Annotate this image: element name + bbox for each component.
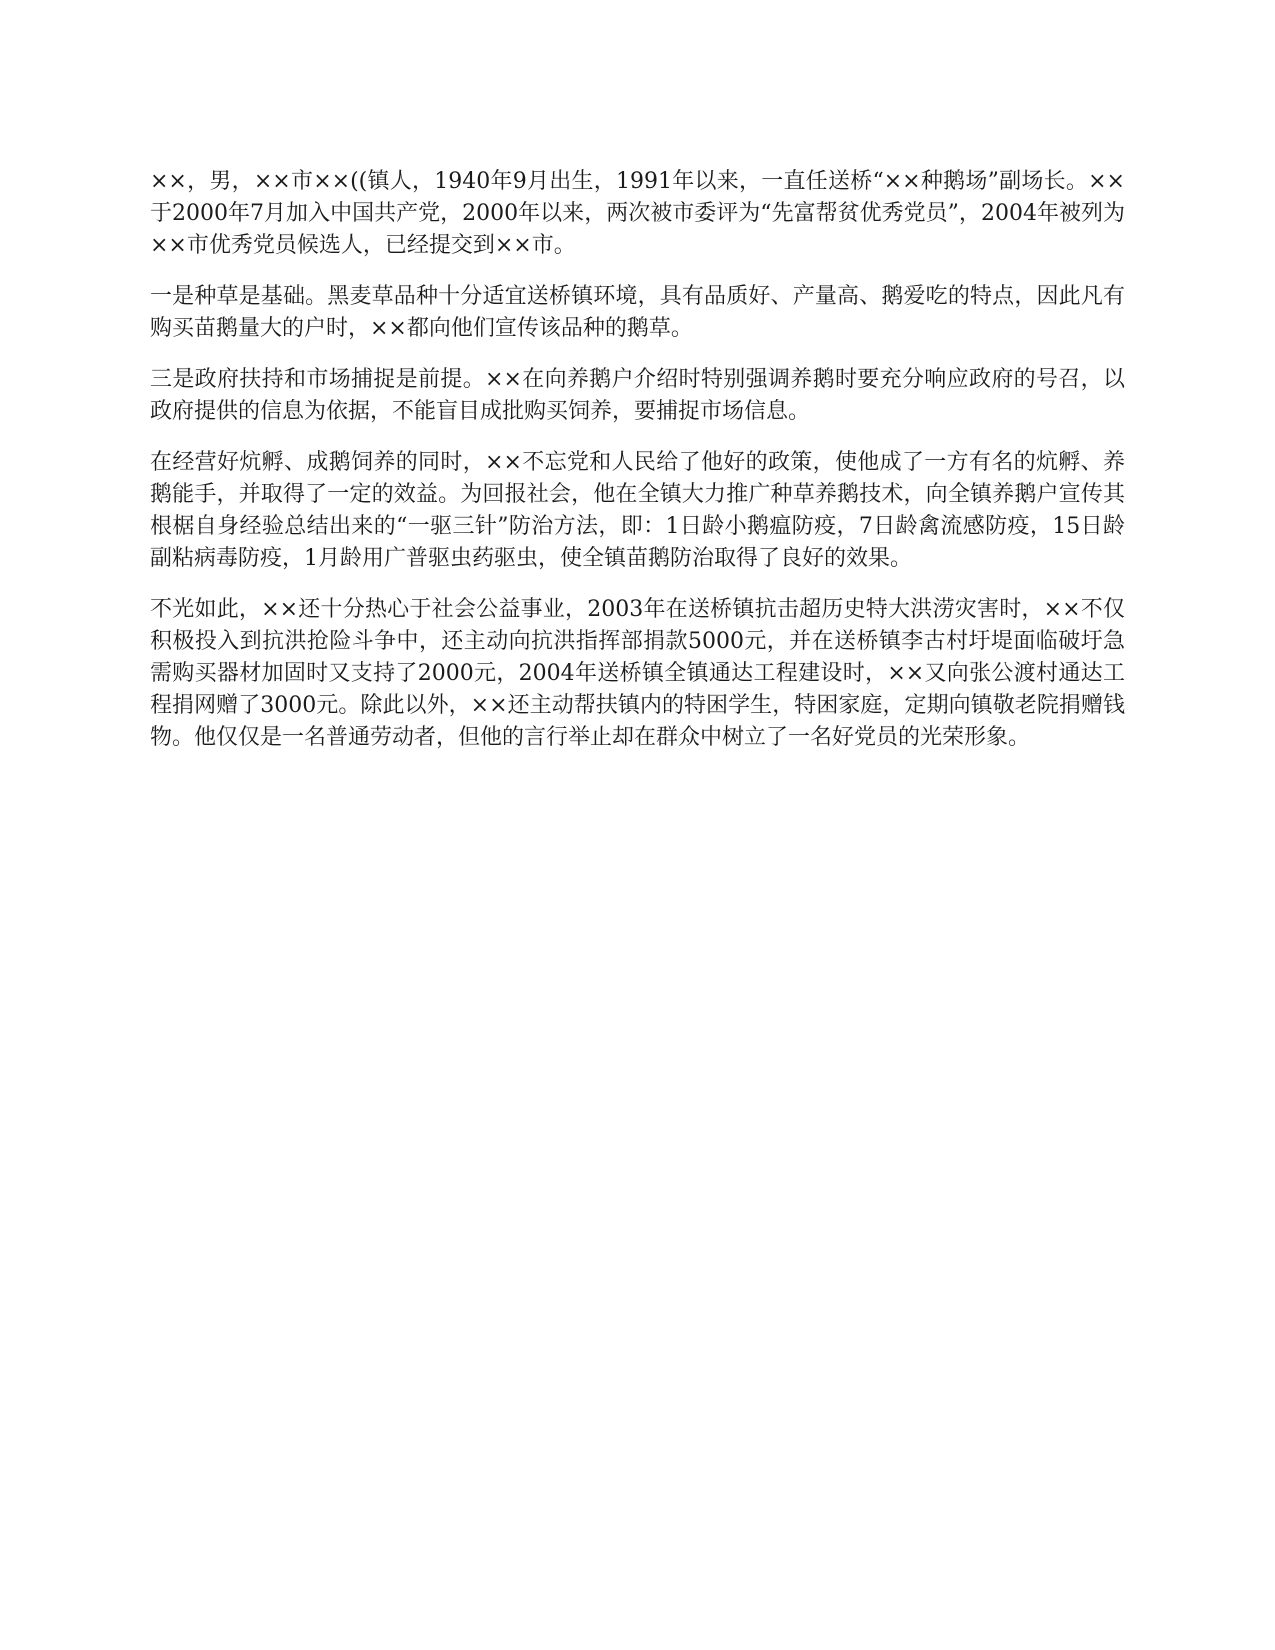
paragraph-grass-planting: 一是种草是基础。黑麦草品种十分适宜送桥镇环境，具有品质好、产量高、鹅爱吃的特点，因此凡有购买苗鹅量大的户时，××都向他们宣传该品种的鹅草。: [150, 284, 1125, 341]
paragraph-profile: ××，男，××市××((镇人，1940年9月出生，1991年以来，一直任送桥“××种鹅场”副场长。××于2000年7月加入中国共产党，2000年以来，两次被市委评为“先富帮贫优秀党员”，2004年被列为××市优秀党员候选人，已经提交到××市。: [150, 169, 1125, 258]
paragraph-public-welfare: 不光如此，××还十分热心于社会公益事业，2003年在送桥镇抗击超历史特大洪涝灾害时，××不仅积极投入到抗洪抢险斗争中，还主动向抗洪指挥部捐款5000元，并在送桥镇李古村圩堤面临破圩急需购买器材加固时又支持了2000元，2004年送桥镇全镇通达工程建设时，××又向张公渡村通达工程捐网赠了3000元。除此以外，××还主动帮扶镇内的特困学生，特困家庭，定期向镇敬老院捐赠钱物。他仅仅是一名普通劳动者，但他的言行举止却在群众中树立了一名好党员的光荣形象。: [150, 597, 1125, 750]
paragraph-government-support: 三是政府扶持和市场捕捉是前提。××在向养鹅户介绍时特别强调养鹅时要充分响应政府的号召，以政府提供的信息为依据，不能盲目成批购买饲养，要捕捉市场信息。: [150, 367, 1125, 424]
paragraph-promotion: 在经营好炕孵、成鹅饲养的同时，××不忘党和人民给了他好的政策，使他成了一方有名的炕孵、养鹅能手，并取得了一定的效益。为回报社会，他在全镇大力推广种草养鹅技术，向全镇养鹅户宣传其根椐自身经验总结出来的“一驱三针”防治方法，即：1日龄小鹅瘟防疫，7日龄禽流感防疫，15日龄副粘病毒防疫，1月龄用广普驱虫药驱虫，使全镇苗鹅防治取得了良好的效果。: [150, 450, 1125, 571]
document-page: [150, 166, 1125, 773]
